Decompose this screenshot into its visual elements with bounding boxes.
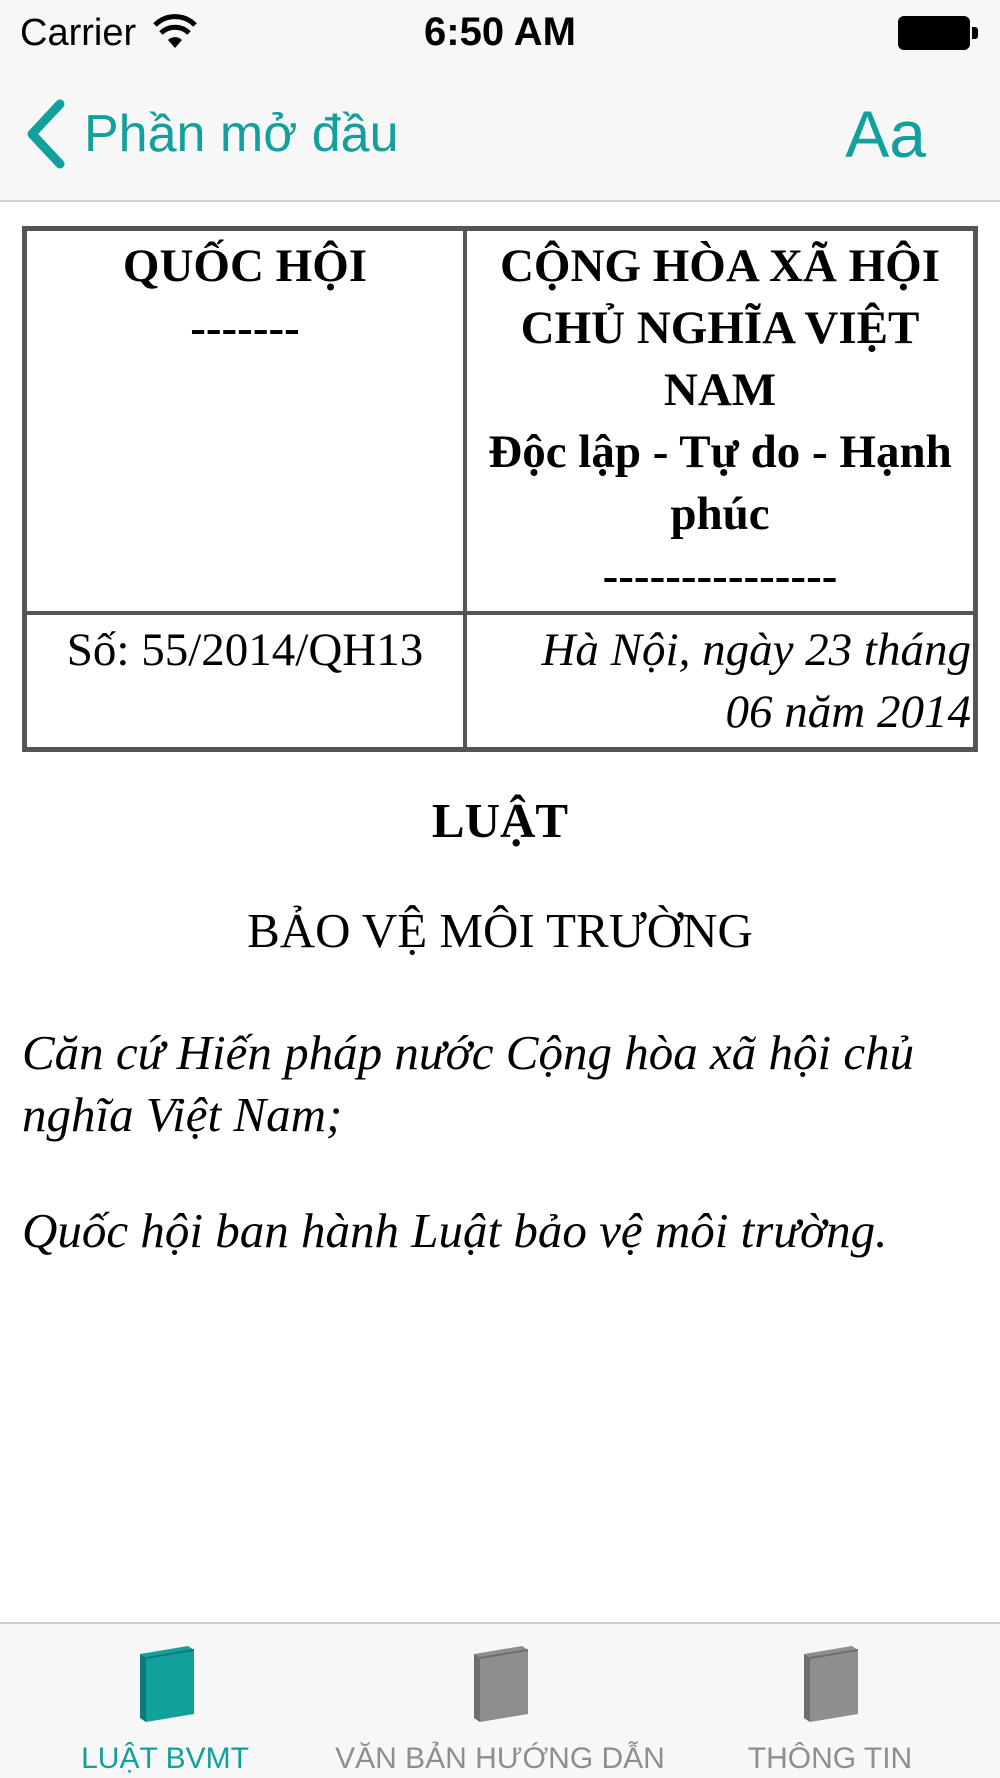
preamble-paragraph (22, 1022, 982, 1146)
agency-cell (25, 229, 465, 613)
back-label: Phần mở đầu (84, 105, 399, 163)
agency-name: QUỐC HỘI (122, 240, 368, 292)
document-number-cell (25, 613, 465, 749)
document-number: Số: 55/2014/QH13 (66, 624, 424, 676)
country-line-3: NAM (663, 364, 777, 416)
date-line-1: Hà Nội, ngày 23 tháng (541, 624, 971, 676)
preamble-line-1: Căn cứ Hiến pháp nước Cộng hòa xã hội chủ (22, 1025, 915, 1080)
navigation-bar (0, 66, 1000, 202)
carrier-label: Carrier (20, 12, 137, 54)
battery-icon (898, 16, 978, 50)
country-line-1: CỘNG HÒA XÃ HỘI (499, 240, 940, 292)
law-subtitle: BẢO VỆ MÔI TRƯỜNG (247, 903, 753, 958)
clock: 6:50 AM (424, 10, 576, 54)
tab-thong-tin[interactable] (720, 1624, 940, 1778)
font-size-button[interactable]: Aa (845, 97, 926, 171)
date-line-2: 06 năm 2014 (725, 686, 971, 738)
chevron-left-icon (22, 98, 66, 170)
tab-luat-bvmt[interactable] (40, 1624, 290, 1778)
book-icon (136, 1644, 198, 1722)
tab-label: VĂN BẢN HƯỚNG DẪN (335, 1742, 665, 1775)
tab-van-ban-huong-dan[interactable] (330, 1624, 670, 1778)
tab-label: THÔNG TIN (747, 1742, 913, 1775)
header-table (22, 226, 978, 752)
tab-label: LUẬT BVMT (81, 1742, 249, 1775)
law-title: LUẬT (431, 793, 569, 848)
back-button[interactable] (22, 98, 399, 170)
country-line-2: CHỦ NGHĨA VIỆT (520, 302, 920, 354)
enactment-paragraph: Quốc hội ban hành Luật bảo vệ môi trường. (22, 1203, 888, 1258)
book-icon (800, 1644, 862, 1722)
tab-bar (0, 1622, 1000, 1778)
motto-line-2: phúc (670, 488, 770, 540)
motto-line-1: Độc lập - Tự do - Hạnh (488, 426, 952, 478)
country-cell (465, 229, 975, 613)
book-icon (470, 1644, 532, 1722)
date-cell (465, 613, 975, 749)
motto-divider: --------------- (602, 550, 838, 602)
preamble-line-2: nghĩa Việt Nam; (22, 1087, 343, 1142)
document-content (0, 202, 1000, 1622)
status-bar (0, 0, 1000, 66)
agency-divider: ------- (190, 302, 300, 354)
